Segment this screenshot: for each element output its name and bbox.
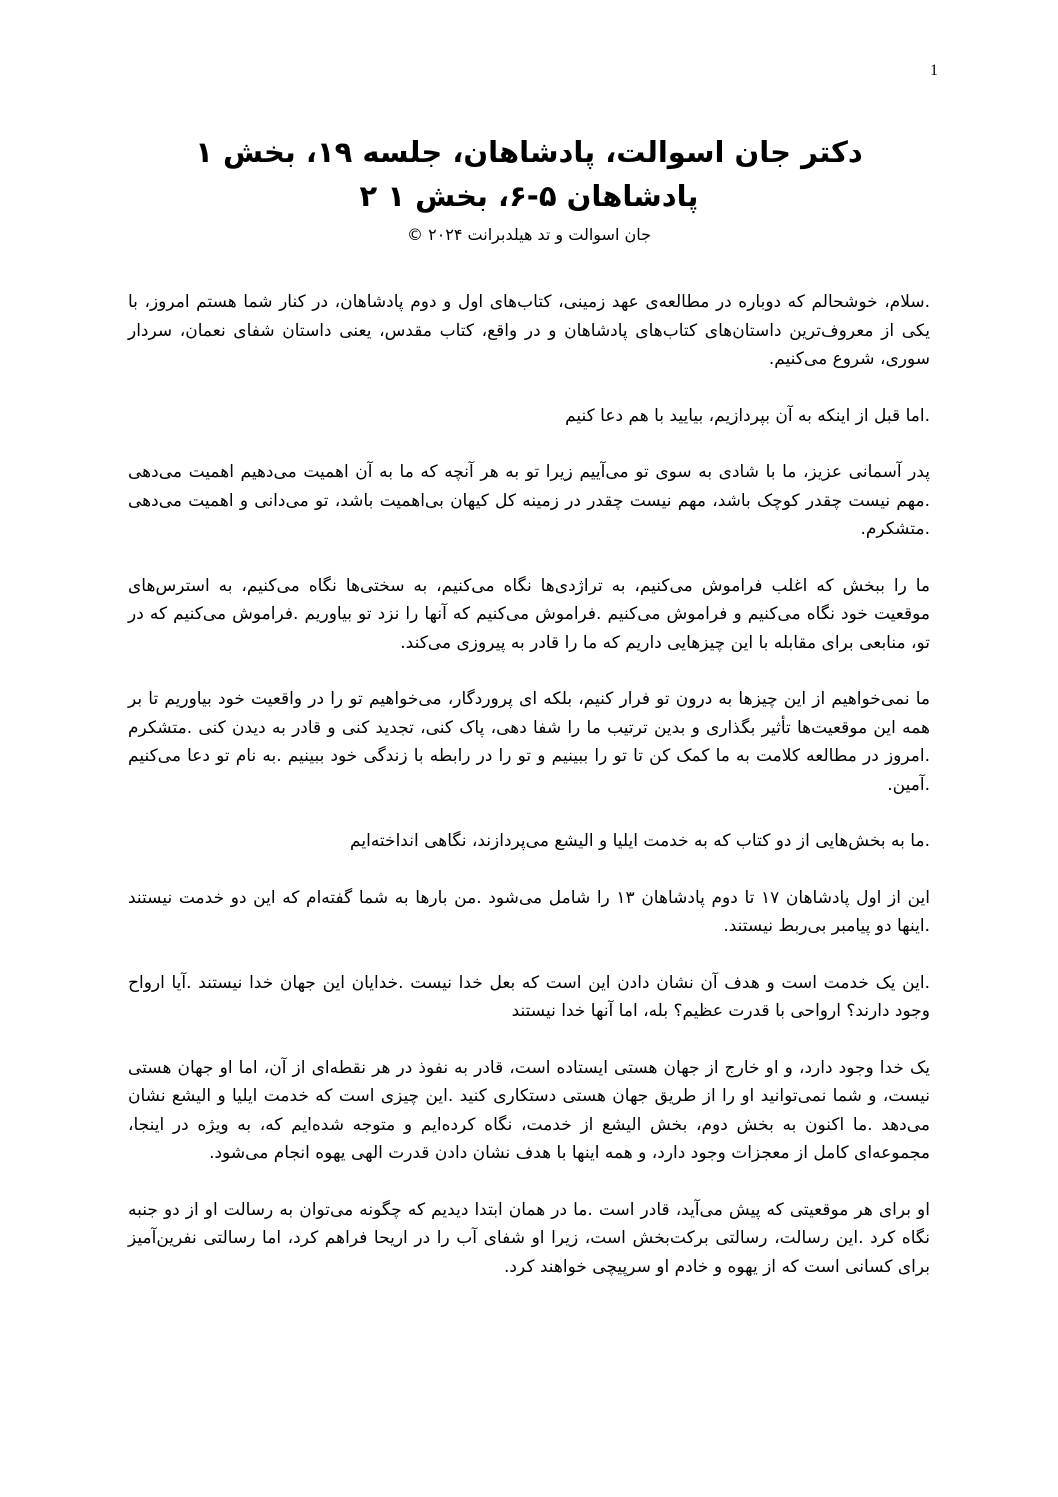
paragraph: پدر آسمانی عزیز، ما با شادی به سوی تو می‌آییم زیرا تو به هر آنچه که ما به آن اهمیت می‌دهیم اهمیت می‌دهی .مهم نیست چقدر کوچک باشد، مهم نیست چقدر در زمینه کل کیهان بی‌اهمیت باشد، تو می‌دانی و اهمیت می‌دهی .متشکرم. bbox=[128, 462, 930, 539]
page-subtitle: پادشاهان ۵-۶، بخش ۱ ۲ bbox=[359, 179, 699, 213]
title-block bbox=[120, 130, 938, 250]
paragraph: .این یک خدمت است و هدف آن نشان دادن این است که بعل خدا نیست .خدایان این جهان خدا نیستند .آیا ارواح وجود دارند؟ ارواحی با قدرت عظیم؟ بله، اما آنها خدا نیستند bbox=[128, 972, 930, 1021]
paragraph: .سلام، خوشحالم که دوباره در مطالعه‌ی عهد زمینی، کتاب‌های اول و دوم پادشاهان، در کنار شما هستم امروز، با یکی از معروف‌ترین داستان‌های کتاب‌های پادشاهان و در واقع، کتاب مقدس، یعنی داستان شفای نعمان، سردار سوری، شروع می‌کنیم. bbox=[128, 292, 930, 369]
paragraph: یک خدا وجود دارد، و او خارج از جهان هستی ایستاده است، قادر به نفوذ در هر نقطه‌ای از آن، اما او جهان هستی نیست، و شما نمی‌توانید او را از طریق جهان هستی دستکاری کنید .این چیزی است که خدمت ایلیا و الیشع نشان می‌دهد .ما اکنون به بخش دوم، بخش الیشع از خدمت، نگاه کرده‌ایم و متوجه شده‌ایم که، به ویژه در اینجا، مجموعه‌ای کامل از معجزات وجود دارد، و همه اینها با هدف نشان دادن قدرت الهی یهوه انجام می‌شود. bbox=[128, 1057, 930, 1163]
paragraph: .ما به بخش‌هایی از دو کتاب که به خدمت ایلیا و الیشع می‌پردازند، نگاهی انداخته‌ایم bbox=[350, 831, 930, 851]
document-body bbox=[128, 288, 930, 1309]
paragraph: او برای هر موقعیتی که پیش می‌آید، قادر است .ما در همان ابتدا دیدیم که چگونه می‌توان به رسالت او از دو جنبه نگاه کرد .این رسالت، رسالتی برکت‌بخش است، زیرا او شفای آب را در اریحا فراهم کرد، اما رسالتی نفرین‌آمیز برای کسانی است که از یهوه و خادم او سرپیچی خواهند کرد. bbox=[128, 1199, 930, 1277]
page-number: 1 bbox=[930, 62, 938, 79]
paragraph: این از اول پادشاهان ۱۷ تا دوم پادشاهان ۱۳ را شامل می‌شود .من بارها به شما گفته‌ام که این دو خدمت نیستند .اینها دو پیامبر بی‌ربط نیستند. bbox=[128, 887, 930, 936]
paragraph: ما را ببخش که اغلب فراموش می‌کنیم، به تراژدی‌ها نگاه می‌کنیم، به سختی‌ها نگاه می‌کنیم، به استرس‌های موقعیت خود نگاه می‌کنیم و فراموش می‌کنیم .فراموش می‌کنیم که آنها را نزد تو بیاوریم .فراموش می‌کنیم که در تو، منابعی برای مقابله با این چیزهایی داریم که ما را قادر به پیروزی می‌کند. bbox=[128, 575, 930, 653]
page-title: دکتر جان اسوالت، پادشاهان، جلسه ۱۹، بخش ۱ bbox=[195, 135, 863, 169]
paragraph: ما نمی‌خواهیم از این چیزها به درون تو فرار کنیم، بلکه ای پروردگار، می‌خواهیم تو را در واقعیت خود بیاوریم تا بر همه این موقعیت‌ها تأثیر بگذاری و بدین ترتیب ما را شفا دهی، پاک کنی، تجدید کنی و قادر به دیدن کنی .متشکرم .امروز در مطالعه کلامت به ما کمک کن تا تو را ببینیم و تو را در رابطه با زندگی خود ببینیم .به نام تو دعا می‌کنیم .آمین. bbox=[128, 689, 930, 795]
paragraph: .اما قبل از اینکه به آن بپردازیم، بیایید با هم دعا کنیم bbox=[565, 405, 930, 426]
copyright-line: جان اسوالت و تد هیلدبرانت ۲۰۲۴ © bbox=[407, 225, 651, 244]
